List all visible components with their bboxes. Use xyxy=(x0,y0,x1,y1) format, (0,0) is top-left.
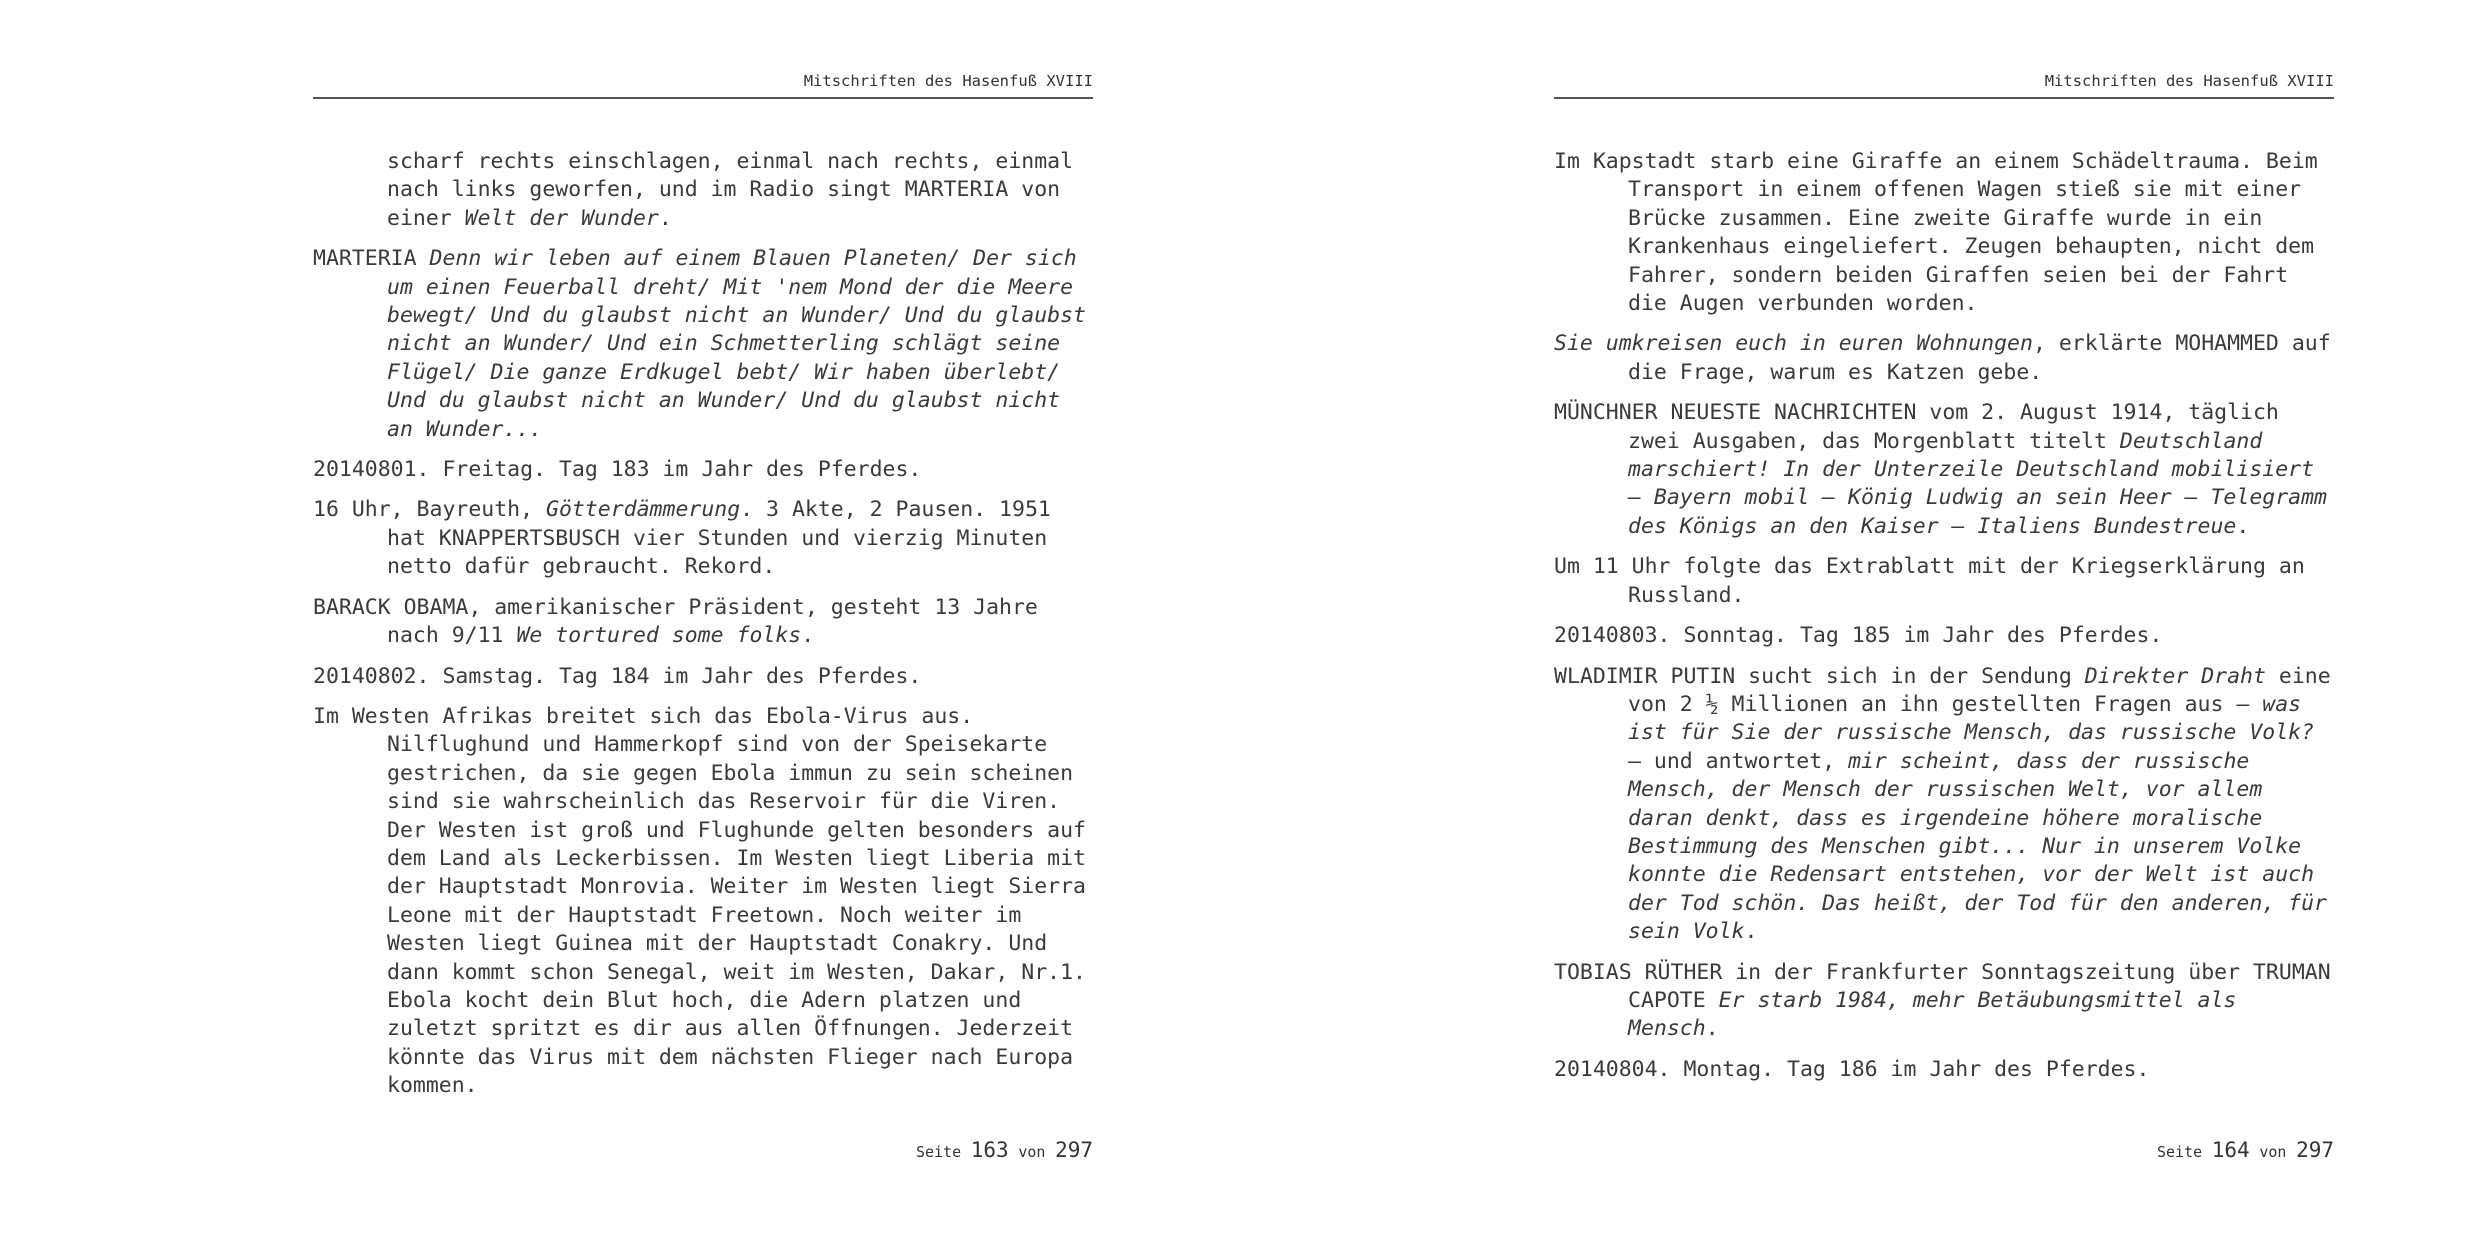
text-line xyxy=(313,456,1103,484)
italic-text: Mensch, der Mensch der russischen Welt, vor allem xyxy=(1628,777,2263,803)
text-run: Krankenhaus eingeliefert. Zeugen behaupten, nicht dem xyxy=(1628,234,2315,260)
page-number xyxy=(313,1138,1093,1162)
text-line xyxy=(1628,748,2344,776)
text-line xyxy=(1554,663,2344,691)
text-run: 20140802. Samstag. Tag 184 im Jahr des Pferdes. xyxy=(313,663,922,689)
text-line xyxy=(387,1044,1103,1072)
italic-text: was xyxy=(2262,691,2302,717)
text-run: Transport in einem offenen Wagen stieß sie mit einer xyxy=(1628,177,2302,203)
italic-text: bewegt/ Und du glaubst nicht an Wunder/ Und du glaubst xyxy=(387,303,1086,329)
text-run: nach links geworfen, und im Radio singt MARTERIA von xyxy=(387,177,1061,203)
page-total: 297 xyxy=(2296,1138,2334,1162)
text-line xyxy=(387,817,1103,845)
italic-text: – Bayern mobil – König Ludwig an sein Heer – Telegramm xyxy=(1628,485,2327,511)
text-run: MARTERIA xyxy=(313,246,430,272)
italic-text: konnte die Redensart entstehen, vor der Welt ist auch xyxy=(1628,862,2315,888)
text-run: sind sie wahrscheinlich das Reservoir für die Viren. xyxy=(387,789,1061,815)
text-line xyxy=(387,330,1103,358)
text-run: 20140803. Sonntag. Tag 185 im Jahr des Pferdes. xyxy=(1554,623,2163,649)
italic-text: marschiert! In der Unterzeile Deutschland mobilisiert xyxy=(1628,457,2315,483)
text-line xyxy=(387,176,1103,204)
paragraph xyxy=(313,594,1103,651)
italic-text: Er starb 1984, mehr Betäubungsmittel als xyxy=(1718,987,2237,1013)
italic-text: Welt der Wunder xyxy=(464,205,659,231)
text-run: CAPOTE xyxy=(1628,987,1719,1013)
text-line xyxy=(387,845,1103,873)
text-run: Fahrer, sondern beiden Giraffen seien bei der Fahrt xyxy=(1628,262,2289,288)
text-run: dem Land als Leckerbissen. Im Westen liegt Liberia mit xyxy=(387,845,1086,871)
text-line xyxy=(1554,553,2344,581)
text-run: einer xyxy=(387,205,465,231)
header-rule xyxy=(313,97,1093,99)
page-current: 163 xyxy=(970,1138,1009,1162)
italic-text: nicht an Wunder/ Und ein Schmetterling schlägt seine xyxy=(387,331,1061,357)
running-header: Mitschriften des Hasenfuß XVIII xyxy=(803,72,1093,90)
text-line xyxy=(313,496,1103,524)
paragraph xyxy=(313,663,1103,691)
text-run: gestrichen, da sie gegen Ebola immun zu sein scheinen xyxy=(387,760,1074,786)
italic-text: Direkter Draht xyxy=(2084,663,2266,689)
text-run: WLADIMIR PUTIN sucht sich in der Sendung xyxy=(1554,663,2085,689)
text-run: von 2 ½ Millionen an ihn gestellten Fragen aus – xyxy=(1628,691,2263,717)
text-line xyxy=(1628,262,2344,290)
text-run: Im Kapstadt starb eine Giraffe an einem Schädeltrauma. Beim xyxy=(1554,149,2318,174)
text-run: . xyxy=(2236,513,2250,539)
text-run: Im Westen Afrikas breitet sich das Ebola-Virus aus. xyxy=(313,703,974,729)
text-run: der Hauptstadt Monrovia. Weiter im Westen liegt Sierra xyxy=(387,874,1086,900)
paragraph xyxy=(313,245,1103,444)
text-run: nach 9/11 xyxy=(387,623,517,649)
text-run: dann kommt schon Senegal, weit im Westen, Dakar, Nr.1. xyxy=(387,959,1086,985)
text-run: eine xyxy=(2265,663,2331,689)
right-page xyxy=(1554,0,2334,1240)
text-line xyxy=(1628,776,2344,804)
page-label: Seite xyxy=(2156,1143,2203,1161)
text-line xyxy=(387,873,1103,901)
text-line xyxy=(387,731,1103,759)
text-line xyxy=(387,959,1103,987)
text-run: zwei Ausgaben, das Morgenblatt titelt xyxy=(1628,428,2120,454)
text-line xyxy=(1554,959,2344,987)
text-line xyxy=(1554,330,2344,358)
text-run: Der Westen ist groß und Flughunde gelten besonders auf xyxy=(387,817,1086,843)
text-line xyxy=(1628,359,2344,387)
text-run: . xyxy=(801,623,815,649)
text-line xyxy=(387,902,1103,930)
text-line xyxy=(1628,582,2344,610)
italic-text: Flügel/ Die ganze Erdkugel bebt/ Wir haben überlebt/ xyxy=(387,359,1061,385)
text-line xyxy=(1628,805,2344,833)
text-run: MÜNCHNER NEUESTE NACHRICHTEN vom 2. August 1914, täglich xyxy=(1554,400,2279,426)
text-run: Westen liegt Guinea mit der Hauptstadt Conakry. Und xyxy=(387,931,1048,957)
text-run: Ebola kocht dein Blut hoch, die Adern platzen und xyxy=(387,987,1022,1013)
text-line xyxy=(1628,987,2344,1015)
text-line xyxy=(313,663,1103,691)
text-run: die Frage, warum es Katzen gebe. xyxy=(1628,359,2043,385)
text-run: netto dafür gebraucht. Rekord. xyxy=(387,554,776,580)
text-line xyxy=(1628,176,2344,204)
text-run: . 3 Akte, 2 Pausen. 1951 xyxy=(740,497,1051,523)
paragraph xyxy=(1554,330,2344,387)
running-header: Mitschriften des Hasenfuß XVIII xyxy=(2044,72,2334,90)
text-run: TOBIAS RÜTHER in der Frankfurter Sonntagszeitung über TRUMAN xyxy=(1554,959,2331,985)
text-line xyxy=(387,302,1103,330)
text-run: . xyxy=(1705,1016,1719,1042)
text-line xyxy=(1628,513,2344,541)
left-page xyxy=(313,0,1093,1240)
text-run: Leone mit der Hauptstadt Freetown. Noch weiter im xyxy=(387,902,1022,928)
text-line xyxy=(313,594,1103,622)
italic-text: um einen Feuerball dreht/ Mit 'nem Mond der die Meere xyxy=(387,274,1074,300)
text-line xyxy=(387,622,1103,650)
paragraph xyxy=(1554,148,2344,318)
text-line xyxy=(387,416,1103,444)
text-line xyxy=(1628,861,2344,889)
text-run: könnte das Virus mit dem nächsten Flieger nach Europa xyxy=(387,1044,1074,1070)
page-content xyxy=(1554,148,2344,1096)
text-line xyxy=(387,930,1103,958)
italic-text: mir scheint, dass der russische xyxy=(1848,748,2250,774)
text-run: zuletzt spritzt es dir aus allen Öffnungen. Jederzeit xyxy=(387,1016,1074,1042)
text-line xyxy=(387,987,1103,1015)
text-line xyxy=(1554,399,2344,427)
text-line xyxy=(1628,290,2344,318)
text-run: Brücke zusammen. Eine zweite Giraffe wurde in ein xyxy=(1628,205,2263,231)
header-rule xyxy=(1554,97,2334,99)
text-line xyxy=(1628,890,2344,918)
text-run: hat KNAPPERTSBUSCH vier Stunden und vierzig Minuten xyxy=(387,525,1048,551)
text-line xyxy=(1554,148,2344,176)
text-line xyxy=(387,359,1103,387)
text-run: 20140801. Freitag. Tag 183 im Jahr des Pferdes. xyxy=(313,457,922,483)
text-run: . xyxy=(1744,919,1758,945)
paragraph xyxy=(313,703,1103,1101)
page-total: 297 xyxy=(1055,1138,1093,1162)
page-of: von xyxy=(2259,1143,2287,1161)
text-run: BARACK OBAMA, amerikanischer Präsident, gesteht 13 Jahre xyxy=(313,594,1038,620)
text-line xyxy=(1628,833,2344,861)
paragraph xyxy=(313,148,1103,233)
paragraph xyxy=(1554,959,2344,1044)
paragraph xyxy=(1554,553,2344,610)
text-line xyxy=(387,387,1103,415)
text-run: , erklärte MOHAMMED auf xyxy=(2032,331,2331,357)
italic-text: ist für Sie der russische Mensch, das russische Volk? xyxy=(1628,720,2315,746)
text-run: . xyxy=(658,205,672,231)
page-content xyxy=(313,148,1103,1113)
italic-text: We tortured some folks xyxy=(516,623,802,649)
paragraph xyxy=(1554,663,2344,947)
italic-text: sein Volk xyxy=(1628,919,1745,945)
text-line xyxy=(1628,233,2344,261)
italic-text: der Tod schön. Das heißt, der Tod für den anderen, für xyxy=(1628,890,2327,916)
text-line xyxy=(387,760,1103,788)
text-line xyxy=(387,148,1103,176)
text-run: scharf rechts einschlagen, einmal nach rechts, einmal xyxy=(387,149,1074,174)
text-line xyxy=(1628,719,2344,747)
page-of: von xyxy=(1018,1143,1046,1161)
text-line xyxy=(313,703,1103,731)
text-run: Um 11 Uhr folgte das Extrablatt mit der Kriegserklärung an xyxy=(1554,554,2305,580)
text-line xyxy=(1628,691,2344,719)
text-line xyxy=(1628,1015,2344,1043)
italic-text: des Königs an den Kaiser – Italiens Bundestreue xyxy=(1628,513,2237,539)
text-line xyxy=(313,245,1103,273)
text-line xyxy=(387,525,1103,553)
text-run: 16 Uhr, Bayreuth, xyxy=(313,497,546,523)
text-line xyxy=(387,553,1103,581)
italic-text: daran denkt, dass es irgendeine höhere moralische xyxy=(1628,805,2263,831)
italic-text: an Wunder... xyxy=(387,416,543,442)
italic-text: Sie umkreisen euch in euren Wohnungen xyxy=(1554,331,2033,357)
paragraph xyxy=(313,496,1103,581)
text-run: Nilflughund und Hammerkopf sind von der Speisekarte xyxy=(387,732,1048,758)
text-run: 20140804. Montag. Tag 186 im Jahr des Pferdes. xyxy=(1554,1056,2150,1082)
page-number xyxy=(1554,1138,2334,1162)
italic-text: Deutschland xyxy=(2119,428,2263,454)
text-run: – und antwortet, xyxy=(1628,748,1849,774)
italic-text: Bestimmung des Menschen gibt... Nur in unserem Volke xyxy=(1628,833,2302,859)
italic-text: Götterdämmerung xyxy=(546,497,741,523)
text-line xyxy=(1628,484,2344,512)
italic-text: Mensch xyxy=(1628,1016,1706,1042)
page-current: 164 xyxy=(2211,1138,2250,1162)
text-line xyxy=(1628,456,2344,484)
text-line xyxy=(387,1072,1103,1100)
text-line xyxy=(1554,622,2344,650)
paragraph xyxy=(1554,622,2344,650)
text-line xyxy=(387,205,1103,233)
italic-text: Und du glaubst nicht an Wunder/ Und du glaubst nicht xyxy=(387,388,1061,414)
text-line xyxy=(1628,428,2344,456)
paragraph xyxy=(1554,1056,2344,1084)
paragraph xyxy=(1554,399,2344,541)
text-line xyxy=(1628,205,2344,233)
text-line xyxy=(387,1015,1103,1043)
text-run: Russland. xyxy=(1628,582,1745,608)
italic-text: Denn wir leben auf einem Blauen Planeten/ Der sich xyxy=(429,246,1077,272)
paragraph xyxy=(313,456,1103,484)
text-line xyxy=(1628,918,2344,946)
page-label: Seite xyxy=(915,1143,962,1161)
text-line xyxy=(1554,1056,2344,1084)
text-run: kommen. xyxy=(387,1073,478,1099)
text-run: die Augen verbunden worden. xyxy=(1628,291,1978,317)
text-line xyxy=(387,788,1103,816)
text-line xyxy=(387,274,1103,302)
